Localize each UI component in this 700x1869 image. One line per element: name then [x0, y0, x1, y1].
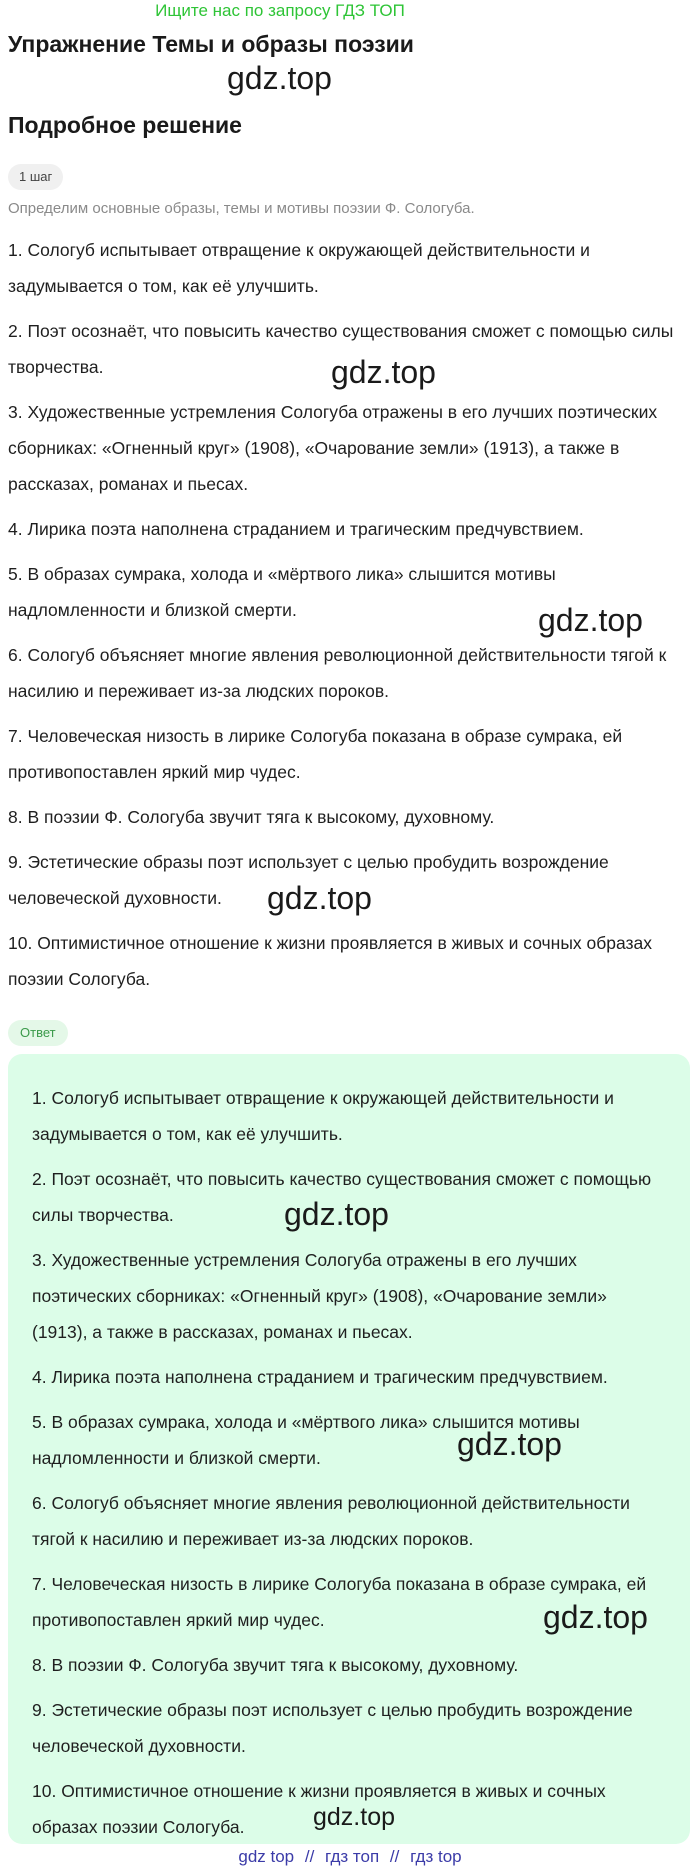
answer-box — [8, 1054, 690, 1844]
solution-step: 10. Оптимистичное отношение к жизни проявляется в живых и сочных образах поэзии Сологуба. — [8, 933, 653, 989]
watermark: gdz.top — [284, 1196, 389, 1232]
solution-step: 1. Сологуб испытывает отвращение к окружающей действительности и задумывается о том, как её улучшить. — [8, 240, 590, 296]
watermark: gdz.top — [313, 1803, 396, 1831]
footer-link[interactable]: гдз top — [410, 1847, 462, 1866]
answer-item: 6. Сологуб объясняет многие явления революционной действительности тягой к насилию и переживает из-за людских пороков. — [32, 1493, 630, 1549]
footer-links — [0, 1846, 700, 1868]
solution-step: 3. Художественные устремления Сологуба отражены в его лучших поэтических сборниках: «Огненный круг» (1908), «Очарование земли» (1913), а также в рассказах, романах и пьесах. — [8, 402, 658, 494]
page-title: Упражнение Темы и образы поэзии — [8, 31, 414, 57]
watermark: gdz.top — [538, 602, 643, 638]
answer-item: 7. Человеческая низость в лирике Сологуба показана в образе сумрака, ей противопоставлен яркий мир чудес. — [32, 1574, 647, 1630]
solution-step: 6. Сологуб объясняет многие явления революционной действительности тягой к насилию и переживает из-за людских пороков. — [8, 645, 667, 701]
solution-step: 9. Эстетические образы поэт использует с целью пробудить возрождение человеческой духовности. — [8, 852, 609, 908]
answer-item: 5. В образах сумрака, холода и «мёртвого лика» слышится мотивы надломленности и близкой смерти. — [32, 1412, 580, 1468]
footer-separator: // — [304, 1847, 315, 1866]
answer-badge: Ответ — [8, 1020, 68, 1046]
watermark: gdz.top — [331, 354, 436, 390]
watermark: gdz.top — [543, 1599, 648, 1635]
intro-text: Определим основные образы, темы и мотивы поэзии Ф. Сологуба. — [8, 200, 475, 217]
search-banner: Ищите нас по запросу ГДЗ ТОП — [155, 1, 405, 20]
answer-item: 3. Художественные устремления Сологуба отражены в его лучших поэтических сборниках: «Огненный круг» (1908), «Очарование земли» (1913), а также в рассказах, романах и пьесах. — [32, 1250, 607, 1342]
solution-step: 2. Поэт осознаёт, что повысить качество существования сможет с помощью силы творчества. — [8, 321, 674, 377]
answer-item: 10. Оптимистичное отношение к жизни проявляется в живых и сочных образах поэзии Сологуба. — [32, 1781, 606, 1837]
step-badge: 1 шаг — [8, 164, 63, 190]
answer-item: 1. Сологуб испытывает отвращение к окружающей действительности и задумывается о том, как её улучшить. — [32, 1088, 614, 1144]
footer-link[interactable]: gdz top — [238, 1847, 295, 1866]
answer-item: 9. Эстетические образы поэт использует с целью пробудить возрождение человеческой духовности. — [32, 1700, 633, 1756]
answer-item: 4. Лирика поэта наполнена страданием и трагическим предчувствием. — [32, 1367, 608, 1387]
section-title: Подробное решение — [8, 112, 242, 138]
solution-step: 4. Лирика поэта наполнена страданием и трагическим предчувствием. — [8, 519, 584, 539]
answer-item: 8. В поэзии Ф. Сологуба звучит тяга к высокому, духовному. — [32, 1655, 519, 1675]
footer-separator: // — [389, 1847, 400, 1866]
footer-link[interactable]: гдз топ — [325, 1847, 380, 1866]
watermark: gdz.top — [267, 880, 372, 916]
watermark: gdz.top — [457, 1426, 562, 1462]
solution-step: 7. Человеческая низость в лирике Сологуба показана в образе сумрака, ей противопоставлен яркий мир чудес. — [8, 726, 623, 782]
answer-list — [32, 1080, 666, 1845]
answer-item: 2. Поэт осознаёт, что повысить качество существования сможет с помощью силы творчества. — [32, 1169, 652, 1225]
watermark: gdz.top — [227, 60, 332, 96]
solution-step: 8. В поэзии Ф. Сологуба звучит тяга к высокому, духовному. — [8, 807, 495, 827]
solution-step: 5. В образах сумрака, холода и «мёртвого лика» слышится мотивы надломленности и близкой смерти. — [8, 564, 556, 620]
